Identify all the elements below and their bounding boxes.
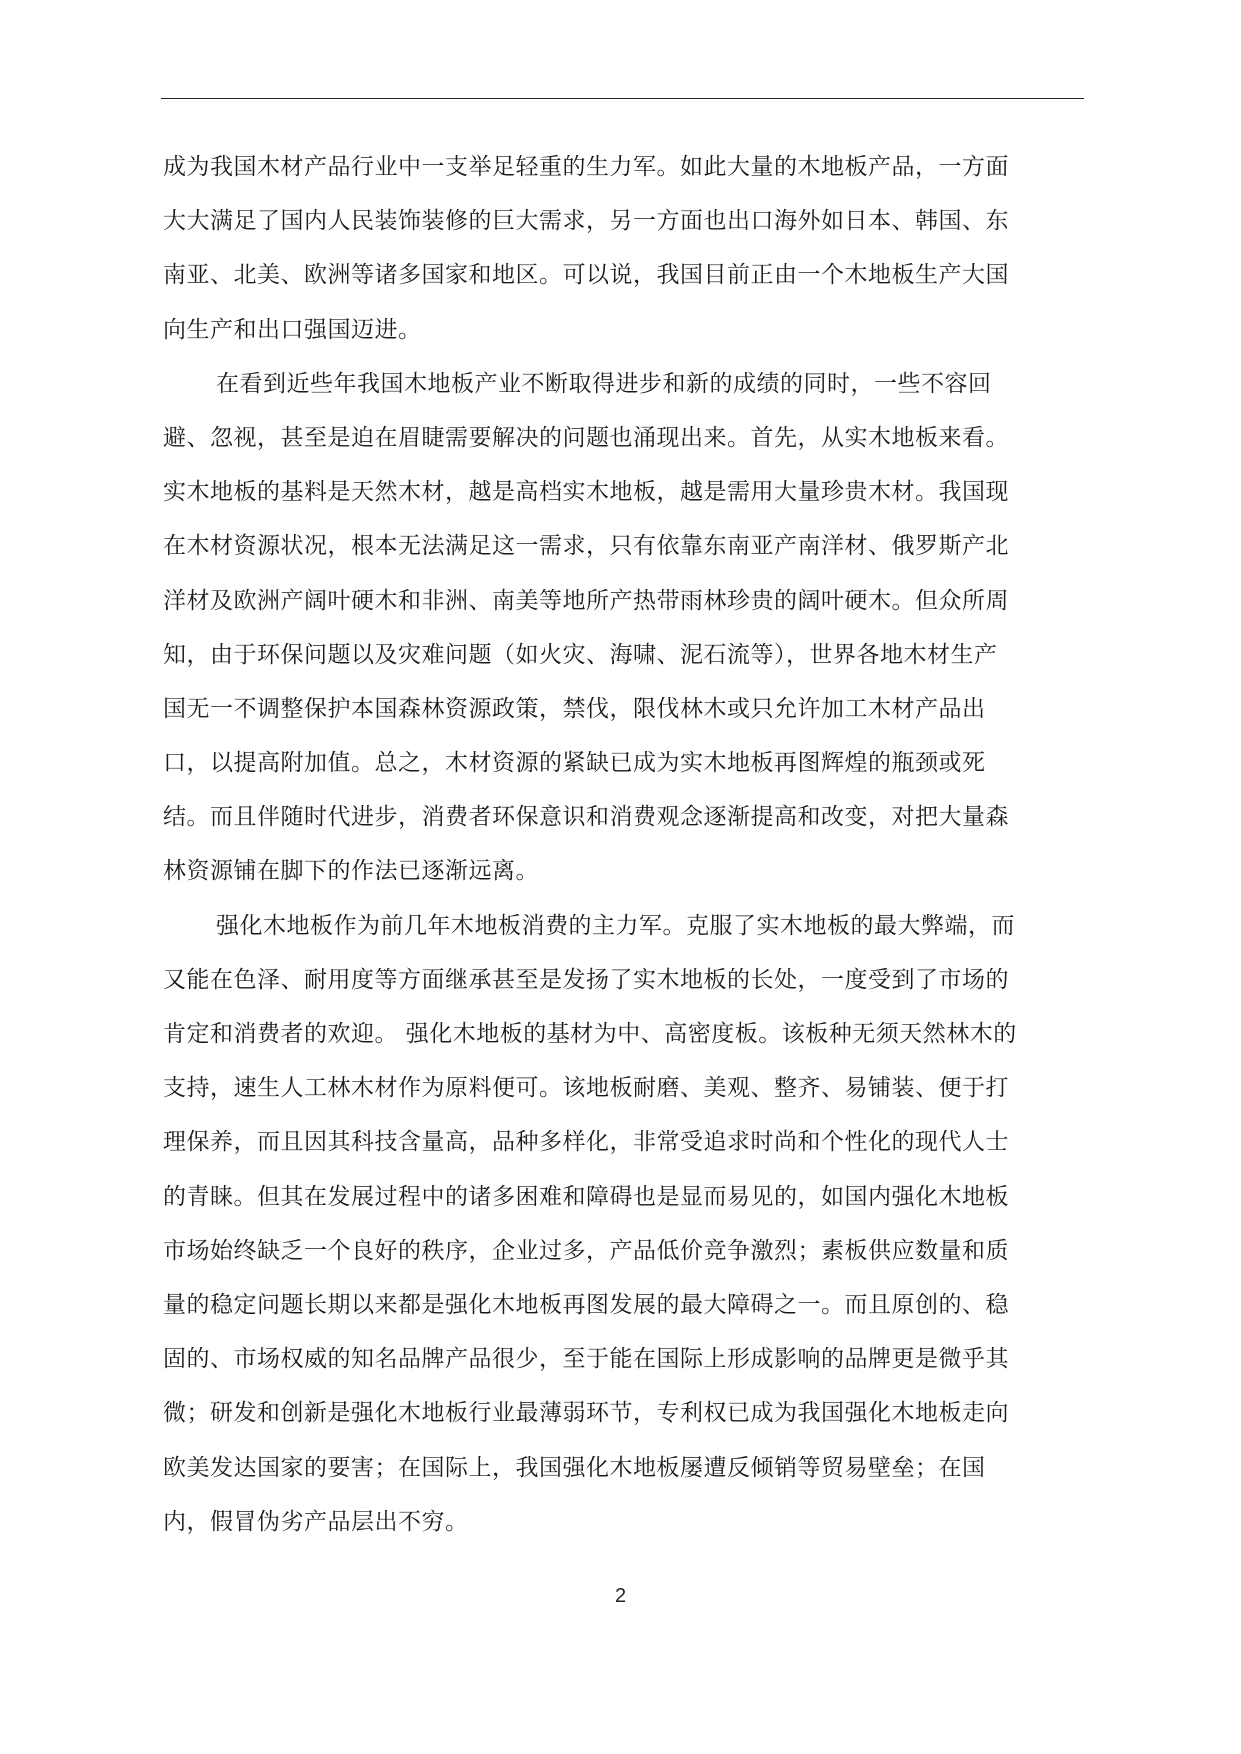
text-line: 知，由于环保问题以及灾难问题（如火灾、海啸、泥石流等），世界各地木材生产	[163, 641, 998, 668]
text-line: 向生产和出口强国迈进。	[163, 316, 422, 343]
text-line: 在木材资源状况，根本无法满足这一需求，只有依靠东南亚产南洋材、俄罗斯产北	[163, 533, 1009, 560]
text-line: 大大满足了国内人民装饰装修的巨大需求，另一方面也出口海外如日本、韩国、东	[163, 208, 1009, 235]
text-line: 强化木地板作为前几年木地板消费的主力军。克服了实木地板的最大弊端，而	[216, 912, 1015, 939]
text-line: 微；研发和创新是强化木地板行业最薄弱环节，专利权已成为我国强化木地板走向	[163, 1400, 1009, 1427]
body-text	[163, 140, 1083, 1549]
text-line: 林资源铺在脚下的作法已逐渐远离。	[163, 858, 539, 885]
text-line: 肯定和消费者的欢迎。 强化木地板的基材为中、高密度板。该板种无须天然林木的	[163, 1021, 1017, 1047]
text-line: 在看到近些年我国木地板产业不断取得进步和新的成绩的同时，一些不容回	[216, 370, 992, 397]
page-number: 2	[614, 1585, 627, 1607]
header-rule	[161, 98, 1084, 99]
text-line: 量的稳定问题长期以来都是强化木地板再图发展的最大障碍之一。而且原创的、稳	[163, 1291, 1009, 1318]
text-line: 的青睐。但其在发展过程中的诸多困难和障碍也是显而易见的，如国内强化木地板	[163, 1183, 1009, 1210]
text-line: 南亚、北美、欧洲等诸多国家和地区。可以说，我国目前正由一个木地板生产大国	[163, 262, 1009, 289]
text-line: 成为我国木材产品行业中一支举足轻重的生力军。如此大量的木地板产品，一方面	[163, 154, 1009, 180]
text-line: 口，以提高附加值。总之，木材资源的紧缺已成为实木地板再图辉煌的瓶颈或死	[163, 750, 986, 777]
text-line: 国无一不调整保护本国森林资源政策，禁伐，限伐林木或只允许加工木材产品出	[163, 695, 986, 722]
text-line: 洋材及欧洲产阔叶硬木和非洲、南美等地所产热带雨林珍贵的阔叶硬木。但众所周	[163, 587, 1009, 614]
text-line: 又能在色泽、耐用度等方面继承甚至是发扬了实木地板的长处，一度受到了市场的	[163, 966, 1009, 993]
text-line: 内，假冒伪劣产品层出不穷。	[163, 1508, 469, 1535]
text-line: 支持，速生人工林木材作为原料便可。该地板耐磨、美观、整齐、易铺装、便于打	[163, 1075, 1009, 1102]
text-line: 理保养，而且因其科技含量高，品种多样化，非常受追求时尚和个性化的现代人士	[163, 1129, 1009, 1156]
text-line: 固的、市场权威的知名品牌产品很少，至于能在国际上形成影响的品牌更是微乎其	[163, 1346, 1009, 1373]
text-line: 实木地板的基料是天然木材，越是高档实木地板，越是需用大量珍贵木材。我国现	[163, 479, 1009, 506]
text-line: 避、忽视，甚至是迫在眉睫需要解决的问题也涌现出来。首先，从实木地板来看。	[163, 424, 1009, 451]
text-line: 结。而且伴随时代进步，消费者环保意识和消费观念逐渐提高和改变，对把大量森	[163, 804, 1009, 831]
text-line: 欧美发达国家的要害；在国际上，我国强化木地板屡遭反倾销等贸易壁垒；在国	[163, 1454, 986, 1481]
text-line: 市场始终缺乏一个良好的秩序，企业过多，产品低价竞争激烈；素板供应数量和质	[163, 1237, 1009, 1264]
